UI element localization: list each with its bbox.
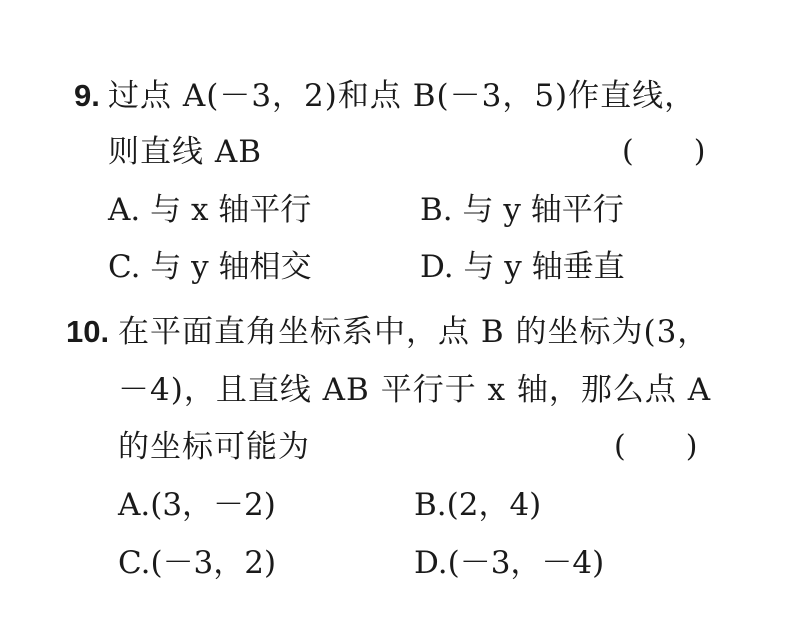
question-9-option-c: C. 与 y 轴相交 xyxy=(108,249,312,285)
question-10-option-c: C.(－3，2) xyxy=(118,545,277,581)
question-10-stem-line-1: 在平面直角坐标系中，点 B 的坐标为(3， xyxy=(118,314,710,350)
question-9-stem-line-2: 则直线 AB xyxy=(108,134,263,170)
question-10-option-a: A.(3，－2) xyxy=(118,487,276,523)
question-9-option-d: D. 与 y 轴垂直 xyxy=(420,249,625,285)
question-9-number: 9. xyxy=(74,78,100,113)
question-9-option-b: B. 与 y 轴平行 xyxy=(420,192,624,228)
question-10-number: 10. xyxy=(66,314,110,349)
question-10-stem-line-3: 的坐标可能为 xyxy=(118,429,310,465)
question-10-answer-blank: ( ) xyxy=(614,429,698,464)
question-10-option-b: B.(2，4) xyxy=(414,487,542,523)
question-10-stem-line-2: －4)，且直线 AB 平行于 x 轴，那么点 A xyxy=(118,372,712,408)
question-9-answer-blank: ( ) xyxy=(622,134,706,169)
question-10-option-d: D.(－3，－4) xyxy=(414,545,605,581)
question-9-stem-line-1: 过点 A(－3，2)和点 B(－3，5)作直线， xyxy=(108,78,697,114)
question-9-option-a: A. 与 x 轴平行 xyxy=(108,192,312,228)
